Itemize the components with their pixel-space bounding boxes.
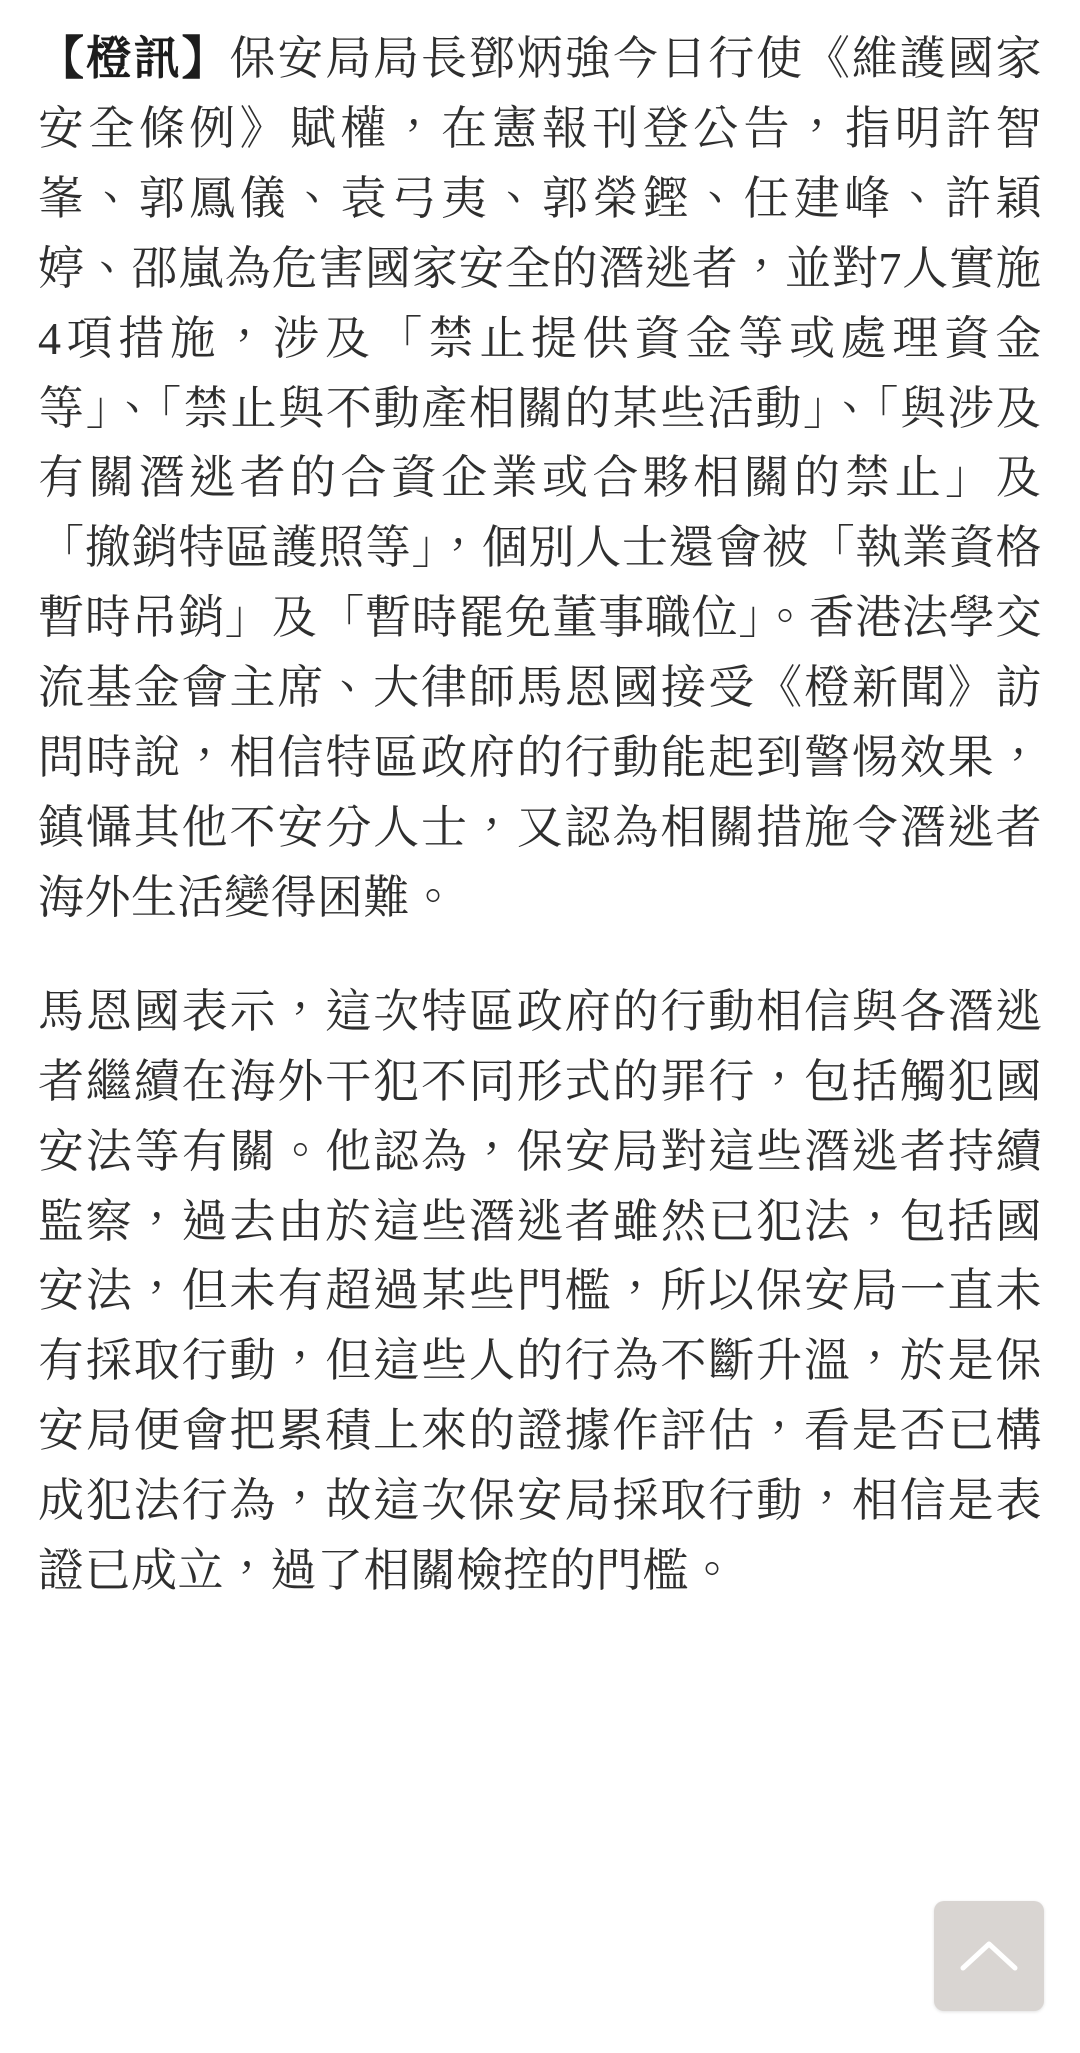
article-paragraph-1 <box>38 24 1042 933</box>
back-to-top-button[interactable] <box>934 1901 1044 2011</box>
source-label: 【橙訊】 <box>38 33 230 84</box>
article-paragraph-2: 馬恩國表示，這次特區政府的行動相信與各潛逃者繼續在海外干犯不同形式的罪行，包括觸犯國安法等有關。他認為，保安局對這些潛逃者持續監察，過去由於這些潛逃者雖然已犯法，包括國安法，但未有超過某些門檻，所以保安局一直未有採取行動，但這些人的行為不斷升溫，於是保安局便會把累積上來的證據作評估，看是否已構成犯法行為，故這次保安局採取行動，相信是表證已成立，過了相關檢控的門檻。 <box>38 985 1042 1597</box>
chevron-up-icon <box>957 1936 1021 1976</box>
paragraph-1-text: 保安局局長鄧炳強今日行使《維護國家安全條例》賦權，在憲報刊登公告，指明許智峯、郭鳳儀、袁弓夷、郭榮鏗、任建峰、許穎婷、邵嵐為危害國家安全的潛逃者，並對7人實施4項措施，涉及「禁止提供資金等或處理資金等」、「禁止與不動產相關的某些活動」、「與涉及有關潛逃者的合資企業或合夥相關的禁止」及「撤銷特區護照等」，個別人士還會被「執業資格暫時吊銷」及「暫時罷免董事職位」。香港法學交流基金會主席、大律師馬恩國接受《橙新聞》訪問時說，相信特區政府的行動能起到警惕效果，鎮懾其他不安分人士，又認為相關措施令潛逃者海外生活變得困難。 <box>38 33 1042 923</box>
